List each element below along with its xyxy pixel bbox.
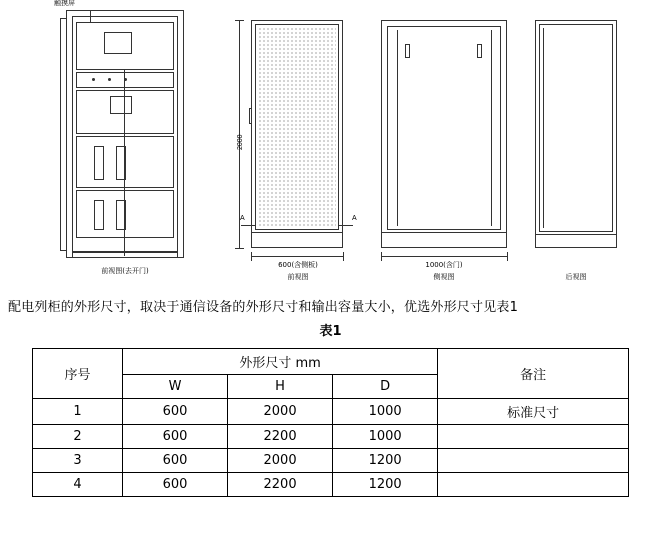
cell-w: 600 (123, 473, 228, 497)
rear-view (535, 10, 645, 281)
cell-h: 2200 (228, 425, 333, 449)
rear-view-label: 后视图 (565, 273, 587, 281)
height-dim-tick-bottom (235, 248, 244, 249)
cell-seq: 2 (33, 425, 123, 449)
section-mark-left: A (240, 215, 245, 222)
breaker-slot-3 (94, 200, 104, 230)
cell-note (438, 425, 629, 449)
cabinet-base (72, 252, 178, 258)
table-header-row-1 (33, 349, 629, 375)
indicator-dot-2 (108, 78, 111, 81)
cell-d: 1200 (333, 473, 438, 497)
body-paragraph: 配电列柜的外形尺寸，取决于通信设备的外形尺寸和输出容量大小，优选外形尺寸见表1 (8, 300, 519, 315)
cell-note (438, 449, 629, 473)
section-line-right (339, 225, 353, 226)
side-width-tick-left (381, 252, 382, 261)
header-h: H (228, 375, 333, 399)
callout-leader-vertical (90, 10, 91, 22)
breaker-slot-1 (94, 146, 104, 180)
width-dim-tick-left (251, 252, 252, 261)
section-mark-right: A (352, 215, 357, 222)
section-line-left (241, 225, 255, 226)
header-note: 备注 (438, 349, 629, 399)
header-group-dimensions: 外形尺寸 mm (123, 349, 438, 375)
indicator-dot-1 (92, 78, 95, 81)
side-handle-right (477, 44, 482, 58)
front-plinth (251, 232, 343, 248)
table-title: 表1 (319, 324, 342, 339)
cell-note: 标准尺寸 (438, 399, 629, 425)
cell-w: 600 (123, 425, 228, 449)
cell-w: 600 (123, 399, 228, 425)
height-dim-tick-top (235, 20, 244, 21)
table-row (33, 473, 629, 497)
header-seq: 序号 (33, 349, 123, 399)
height-dimension-text: 2000 (237, 134, 244, 150)
rear-panel-line (543, 28, 544, 228)
front-width-dimension-text: 600(含侧板) (278, 261, 318, 269)
cell-seq: 4 (33, 473, 123, 497)
cell-h: 2000 (228, 399, 333, 425)
width-dimension-line (251, 256, 343, 257)
front-view (225, 10, 370, 281)
table-row (33, 449, 629, 473)
side-width-dimension-line (381, 256, 507, 257)
side-rail-left (397, 30, 398, 226)
touch-screen-panel (104, 32, 132, 54)
cell-h: 2200 (228, 473, 333, 497)
front-view-no-door-label: 前视图(去开门) (101, 267, 149, 275)
side-handle-left (405, 44, 410, 58)
cell-d: 1000 (333, 399, 438, 425)
side-view-label: 侧视图 (433, 273, 455, 281)
cell-d: 1000 (333, 425, 438, 449)
table-row (33, 425, 629, 449)
side-view (375, 10, 525, 281)
front-view-no-door (54, 0, 190, 275)
cabinet-left-top-edge (60, 18, 67, 19)
header-d: D (333, 375, 438, 399)
dimension-table (32, 348, 629, 497)
control-module (110, 96, 132, 114)
door-handle (249, 108, 252, 124)
side-plinth (381, 232, 507, 248)
cabinet-center-line (124, 70, 125, 256)
rear-plinth (535, 234, 617, 248)
cell-h: 2000 (228, 449, 333, 473)
touch-screen-callout-label: 触摸屏 (54, 0, 75, 7)
perforated-door-pattern (258, 27, 336, 227)
callout-leader-line (90, 22, 110, 23)
side-rail-right (491, 30, 492, 226)
cell-w: 600 (123, 449, 228, 473)
cell-d: 1200 (333, 449, 438, 473)
front-view-label: 前视图 (287, 273, 309, 281)
width-dim-tick-right (343, 252, 344, 261)
header-w: W (123, 375, 228, 399)
cell-note (438, 473, 629, 497)
cell-seq: 1 (33, 399, 123, 425)
side-width-tick-right (507, 252, 508, 261)
cell-seq: 3 (33, 449, 123, 473)
cabinet-left-edge (60, 18, 61, 250)
table-row (33, 399, 629, 425)
rear-cabinet-inner (539, 24, 613, 232)
cabinet-left-bottom-edge (60, 250, 67, 251)
side-width-dimension-text: 1000(含门) (425, 261, 463, 269)
